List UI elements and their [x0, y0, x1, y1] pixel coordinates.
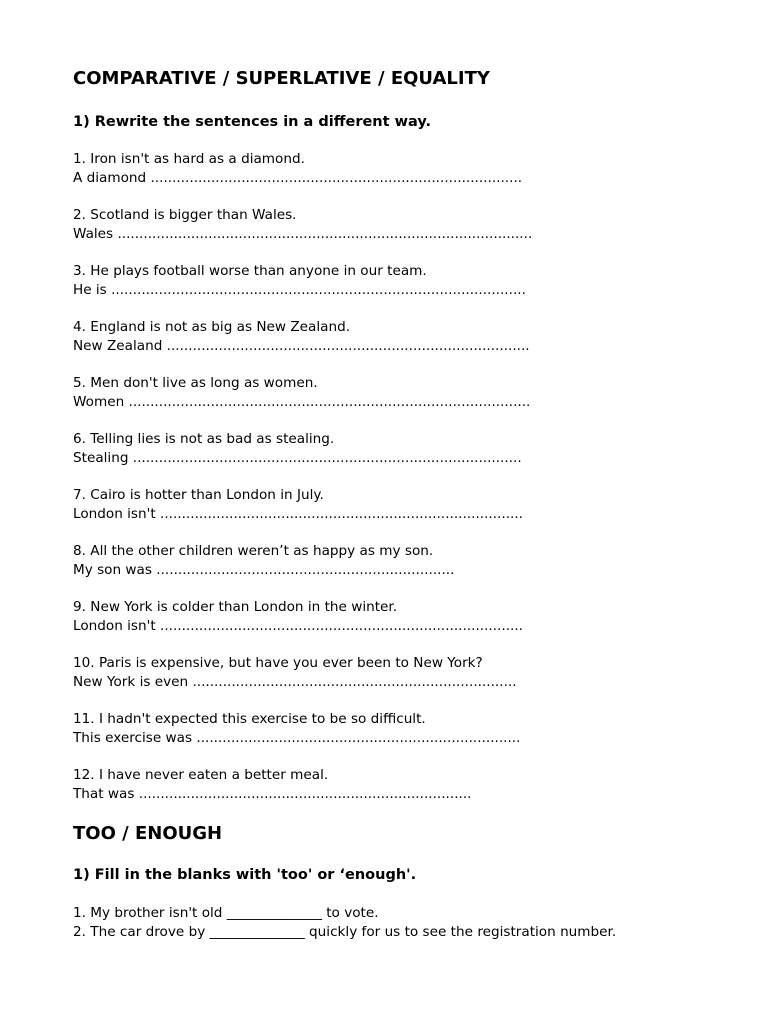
answer-line: My son was .....................................................................: [73, 562, 455, 578]
section-instruction-fill-blanks: 1) Fill in the blanks with 'too' or ‘enough'.: [73, 867, 417, 883]
exercise-sentence: 4. England is not as big as New Zealand.: [73, 319, 351, 335]
answer-line: London isn't ....................................................................................: [73, 506, 523, 522]
section-title-too-enough: TOO / ENOUGH: [73, 823, 223, 844]
answer-line: He is ................................................................................................: [73, 282, 526, 298]
exercise-sentence: 2. Scotland is bigger than Wales.: [73, 207, 297, 223]
answer-line: London isn't ....................................................................................: [73, 618, 523, 634]
exercise-sentence: 12. I have never eaten a better meal.: [73, 767, 329, 783]
section-title-comparative: COMPARATIVE / SUPERLATIVE / EQUALITY: [73, 68, 490, 89]
fill-blank-sentence: 1. My brother isn't old ______________ to vote.: [73, 905, 379, 921]
exercise-sentence: 11. I hadn't expected this exercise to be so difficult.: [73, 711, 426, 727]
answer-line: That was .............................................................................: [73, 786, 472, 802]
answer-line: Wales ................................................................................................: [73, 226, 533, 242]
fill-blank-sentence: 2. The car drove by ______________ quickly for us to see the registration number.: [73, 924, 617, 940]
exercise-sentence: 5. Men don't live as long as women.: [73, 375, 318, 391]
exercise-sentence: 6. Telling lies is not as bad as stealing.: [73, 431, 335, 447]
answer-line: Women .............................................................................................: [73, 394, 531, 410]
exercise-sentence: 3. He plays football worse than anyone in our team.: [73, 263, 427, 279]
section-instruction-rewrite: 1) Rewrite the sentences in a different way.: [73, 114, 431, 130]
exercise-sentence: 1. Iron isn't as hard as a diamond.: [73, 151, 305, 167]
answer-line: A diamond ......................................................................................: [73, 170, 523, 186]
answer-line: New York is even ...........................................................................: [73, 674, 517, 690]
exercise-sentence: 10. Paris is expensive, but have you ever been to New York?: [73, 655, 483, 671]
answer-line: Stealing ..........................................................................................: [73, 450, 522, 466]
exercise-sentence: 7. Cairo is hotter than London in July.: [73, 487, 324, 503]
exercise-sentence: 8. All the other children weren’t as happy as my son.: [73, 543, 434, 559]
exercise-sentence: 9. New York is colder than London in the winter.: [73, 599, 398, 615]
answer-line: This exercise was ...........................................................................: [73, 730, 521, 746]
answer-line: New Zealand ....................................................................................: [73, 338, 530, 354]
